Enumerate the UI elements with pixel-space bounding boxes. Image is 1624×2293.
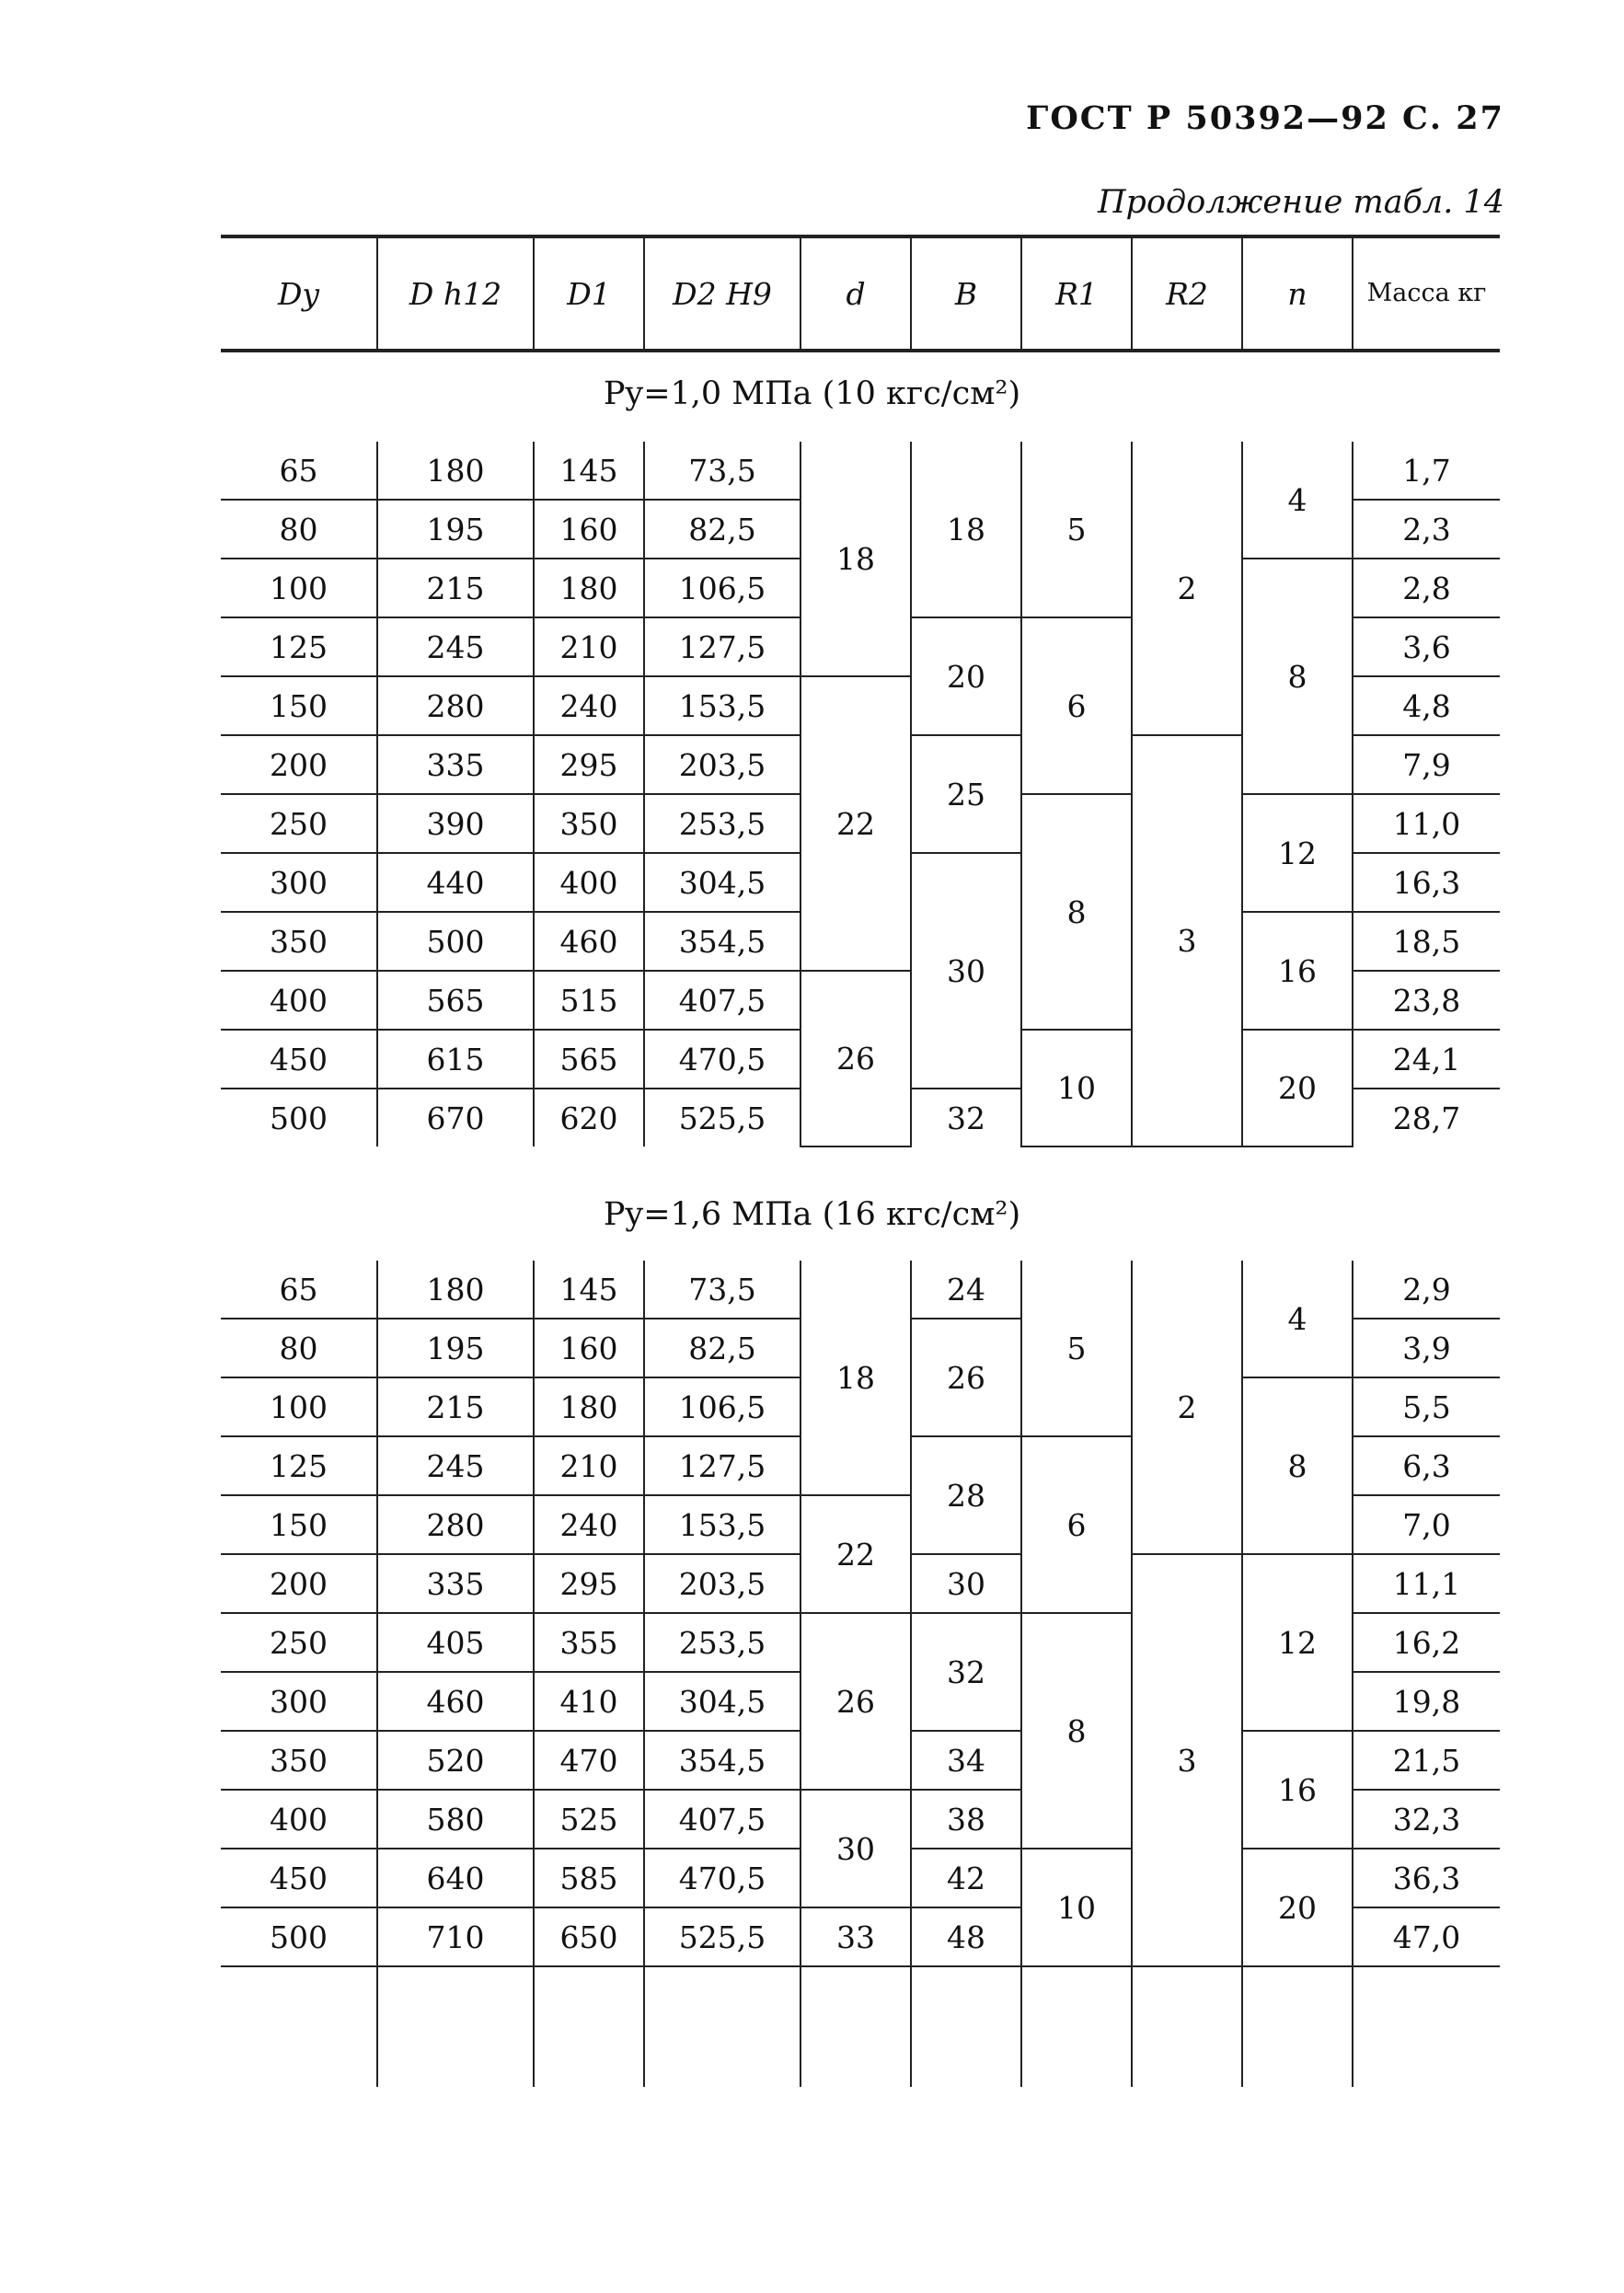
cell-n: 20 bbox=[1242, 1849, 1353, 1966]
cell-d-hole: 18 bbox=[800, 442, 911, 676]
cell-b: 26 bbox=[911, 1319, 1021, 1436]
cell-d2: 127,5 bbox=[644, 1436, 800, 1495]
cell-dy: 400 bbox=[221, 971, 377, 1030]
column-header-r1: R1 bbox=[1021, 236, 1132, 351]
cell-d2: 525,5 bbox=[644, 1907, 800, 1966]
cell-d2: 106,5 bbox=[644, 1377, 800, 1436]
cell-b: 18 bbox=[911, 442, 1021, 617]
cell-dy: 300 bbox=[221, 853, 377, 912]
cell-d: 390 bbox=[377, 794, 534, 853]
cell-d: 195 bbox=[377, 1319, 534, 1377]
cell-d2: 253,5 bbox=[644, 794, 800, 853]
cell-r1: 10 bbox=[1021, 1030, 1132, 1146]
cell-r1: 10 bbox=[1021, 1849, 1132, 1966]
cell-dy: 65 bbox=[221, 442, 377, 500]
cell-r1: 6 bbox=[1021, 1436, 1132, 1613]
cell-dy: 350 bbox=[221, 912, 377, 971]
cell-mass: 18,5 bbox=[1353, 912, 1500, 971]
cell-b: 38 bbox=[911, 1790, 1021, 1849]
section-1-table bbox=[221, 442, 1500, 1147]
cell-d1: 350 bbox=[534, 794, 644, 853]
cell-d2: 354,5 bbox=[644, 912, 800, 971]
cell-d: 565 bbox=[377, 971, 534, 1030]
cell-b: 30 bbox=[911, 853, 1021, 1089]
cell-dy: 200 bbox=[221, 1554, 377, 1613]
cell-dy: 500 bbox=[270, 1100, 328, 1136]
section-title-1: Py=1,0 МПа (10 кгс/см²) bbox=[603, 375, 1021, 412]
cell-d: 640 bbox=[377, 1849, 534, 1907]
cell-r1: 8 bbox=[1021, 794, 1132, 1030]
cell-mass: 16,3 bbox=[1353, 853, 1500, 912]
cell-dy: 350 bbox=[221, 1731, 377, 1790]
cell-d1: 295 bbox=[534, 735, 644, 794]
cell-d1: 210 bbox=[534, 1436, 644, 1495]
cell-d1: 145 bbox=[534, 442, 644, 500]
cell-mass: 5,5 bbox=[1353, 1377, 1500, 1436]
cell-d1: 515 bbox=[534, 971, 644, 1030]
cell-d: 195 bbox=[377, 500, 534, 559]
cell-dy: 80 bbox=[221, 500, 377, 559]
cell-dy: 300 bbox=[221, 1672, 377, 1731]
cell-dy: 100 bbox=[221, 559, 377, 617]
column-header-dy: Dy bbox=[221, 236, 377, 351]
cell-n: 4 bbox=[1242, 442, 1353, 559]
cell-d2: 106,5 bbox=[644, 559, 800, 617]
column-header-d-h12: D h12 bbox=[377, 236, 534, 351]
cell-d2: 203,5 bbox=[644, 735, 800, 794]
section-2-table bbox=[221, 1261, 1500, 2087]
cell-mass: 21,5 bbox=[1353, 1731, 1500, 1790]
cell-d1: 145 bbox=[534, 1261, 644, 1319]
column-header-b: B bbox=[911, 236, 1021, 351]
cell-n: 8 bbox=[1242, 559, 1353, 794]
cell-n: 16 bbox=[1242, 912, 1353, 1030]
cell-n: 16 bbox=[1242, 1731, 1353, 1849]
cell-d2: 304,5 bbox=[644, 853, 800, 912]
cell-d: 335 bbox=[377, 735, 534, 794]
cell-d2: 470,5 bbox=[644, 1849, 800, 1907]
cell-r1: 5 bbox=[1021, 1261, 1132, 1436]
cell-b: 42 bbox=[911, 1849, 1021, 1907]
cell-d2: 407,5 bbox=[644, 1790, 800, 1849]
cell-d1: 650 bbox=[534, 1907, 644, 1966]
cell-dy: 400 bbox=[221, 1790, 377, 1849]
cell-mass: 36,3 bbox=[1353, 1849, 1500, 1907]
cell-dy: 100 bbox=[221, 1377, 377, 1436]
cell-d1: 180 bbox=[534, 559, 644, 617]
cell-d2: 203,5 bbox=[644, 1554, 800, 1613]
cell-mass: 32,3 bbox=[1353, 1790, 1500, 1849]
cell-d2: 82,5 bbox=[644, 500, 800, 559]
cell-d: 500 bbox=[377, 912, 534, 971]
cell-d: 580 bbox=[377, 1790, 534, 1849]
cell-dy: 450 bbox=[221, 1030, 377, 1089]
cell-d1: 355 bbox=[534, 1613, 644, 1672]
cell-mass: 16,2 bbox=[1353, 1613, 1500, 1672]
cell-dy: 250 bbox=[221, 794, 377, 853]
cell-b: 24 bbox=[911, 1261, 1021, 1319]
cell-d2: 82,5 bbox=[644, 1319, 800, 1377]
table-empty-tail bbox=[221, 1966, 1500, 2087]
cell-r2: 2 bbox=[1132, 1261, 1242, 1554]
cell-r1: 6 bbox=[1021, 617, 1132, 794]
cell-d2: 304,5 bbox=[644, 1672, 800, 1731]
cell-d: 215 bbox=[377, 1377, 534, 1436]
cell-b: 32 bbox=[911, 1613, 1021, 1731]
cell-b: 48 bbox=[911, 1907, 1021, 1966]
cell-mass: 7,9 bbox=[1353, 735, 1500, 794]
cell-d: 335 bbox=[377, 1554, 534, 1613]
cell-n: 20 bbox=[1242, 1030, 1353, 1146]
cell-dy: 250 bbox=[221, 1613, 377, 1672]
cell-d1: 470 bbox=[534, 1731, 644, 1790]
cell-dy: 200 bbox=[221, 735, 377, 794]
column-header-d1: D1 bbox=[534, 236, 644, 351]
cell-b: 30 bbox=[911, 1554, 1021, 1613]
cell-d1: 160 bbox=[534, 500, 644, 559]
column-header-d2-h9: D2 H9 bbox=[644, 236, 800, 351]
cell-n: 12 bbox=[1242, 794, 1353, 912]
cell-d2: 525,5 bbox=[644, 1089, 800, 1146]
cell-dy: 80 bbox=[221, 1319, 377, 1377]
cell-r2: 3 bbox=[1132, 1554, 1242, 1966]
cell-mass: 24,1 bbox=[1353, 1030, 1500, 1089]
cell-b: 25 bbox=[911, 735, 1021, 853]
cell-d2: 407,5 bbox=[644, 971, 800, 1030]
cell-r1: 5 bbox=[1021, 442, 1132, 617]
cell-d: 180 bbox=[377, 1261, 534, 1319]
cell-mass: 1,7 bbox=[1353, 442, 1500, 500]
cell-n: 4 bbox=[1242, 1261, 1353, 1377]
cell-mass: 11,1 bbox=[1353, 1554, 1500, 1613]
cell-n: 12 bbox=[1242, 1554, 1353, 1731]
cell-b: 20 bbox=[911, 617, 1021, 735]
cell-d-hole: 18 bbox=[800, 1261, 911, 1495]
cell-d2: 354,5 bbox=[644, 1731, 800, 1790]
cell-d: 405 bbox=[377, 1613, 534, 1672]
cell-d1: 410 bbox=[534, 1672, 644, 1731]
cell-d1: 160 bbox=[534, 1319, 644, 1377]
cell-b: 32 bbox=[911, 1089, 1021, 1146]
cell-mass: 2,9 bbox=[1353, 1261, 1500, 1319]
cell-d: 440 bbox=[377, 853, 534, 912]
cell-d1: 585 bbox=[534, 1849, 644, 1907]
cell-d-hole: 30 bbox=[800, 1790, 911, 1907]
table-continuation-label: Продолжение табл. 14 bbox=[1098, 184, 1504, 221]
cell-d: 280 bbox=[377, 676, 534, 735]
column-header-r2: R2 bbox=[1132, 236, 1242, 351]
cell-d: 615 bbox=[377, 1030, 534, 1089]
cell-dy: 125 bbox=[221, 1436, 377, 1495]
cell-dy: 150 bbox=[221, 676, 377, 735]
cell-d2: 73,5 bbox=[644, 1261, 800, 1319]
table-row bbox=[221, 1261, 1500, 1319]
cell-d1: 240 bbox=[534, 676, 644, 735]
cell-d: 520 bbox=[377, 1731, 534, 1790]
cell-d-hole: 22 bbox=[800, 1495, 911, 1613]
cell-mass: 4,8 bbox=[1353, 676, 1500, 735]
cell-d: 245 bbox=[377, 1436, 534, 1495]
cell-mass: 47,0 bbox=[1353, 1907, 1500, 1966]
cell-d: 670 bbox=[377, 1089, 534, 1146]
cell-d2: 127,5 bbox=[644, 617, 800, 676]
cell-mass: 11,0 bbox=[1353, 794, 1500, 853]
table-row bbox=[221, 442, 1500, 500]
cell-d2: 470,5 bbox=[644, 1030, 800, 1089]
cell-r2: 3 bbox=[1132, 735, 1242, 1146]
cell-b: 28 bbox=[911, 1436, 1021, 1554]
cell-d1: 240 bbox=[534, 1495, 644, 1554]
cell-dy: 150 bbox=[221, 1495, 377, 1554]
section-title-2: Py=1,6 МПа (16 кгс/см²) bbox=[603, 1196, 1021, 1233]
cell-d: 245 bbox=[377, 617, 534, 676]
cell-d-hole: 33 bbox=[800, 1907, 911, 1966]
cell-mass: 2,8 bbox=[1353, 559, 1500, 617]
cell-d1: 295 bbox=[534, 1554, 644, 1613]
cell-d2: 253,5 bbox=[644, 1613, 800, 1672]
cell-d1: 525 bbox=[534, 1790, 644, 1849]
cell-mass: 3,6 bbox=[1353, 617, 1500, 676]
cell-d-hole: 26 bbox=[800, 1613, 911, 1790]
cell-mass: 6,3 bbox=[1353, 1436, 1500, 1495]
cell-d: 710 bbox=[377, 1907, 534, 1966]
cell-d2: 73,5 bbox=[644, 442, 800, 500]
cell-d: 460 bbox=[377, 1672, 534, 1731]
cell-d1: 565 bbox=[534, 1030, 644, 1089]
cell-d: 215 bbox=[377, 559, 534, 617]
cell-mass: 7,0 bbox=[1353, 1495, 1500, 1554]
cell-mass: 3,9 bbox=[1353, 1319, 1500, 1377]
cell-dy: 125 bbox=[221, 617, 377, 676]
cell-n: 8 bbox=[1242, 1377, 1353, 1554]
table-header bbox=[221, 235, 1500, 352]
cell-mass: 19,8 bbox=[1353, 1672, 1500, 1731]
cell-d-hole: 26 bbox=[800, 971, 911, 1146]
cell-d: 280 bbox=[377, 1495, 534, 1554]
cell-dy: 500 bbox=[221, 1907, 377, 1966]
cell-d2: 153,5 bbox=[644, 1495, 800, 1554]
cell-d1: 400 bbox=[534, 853, 644, 912]
cell-d: 180 bbox=[377, 442, 534, 500]
cell-dy: 450 bbox=[221, 1849, 377, 1907]
cell-dy: 65 bbox=[221, 1261, 377, 1319]
column-header-mass: Масса кг bbox=[1353, 236, 1500, 351]
cell-mass: 28,7 bbox=[1353, 1089, 1500, 1146]
cell-b: 34 bbox=[911, 1731, 1021, 1790]
cell-r1: 8 bbox=[1021, 1613, 1132, 1849]
cell-d1: 460 bbox=[534, 912, 644, 971]
cell-mass: 23,8 bbox=[1353, 971, 1500, 1030]
cell-r2: 2 bbox=[1132, 442, 1242, 735]
cell-mass: 2,3 bbox=[1353, 500, 1500, 559]
cell-d-hole: 22 bbox=[800, 676, 911, 971]
column-header-d: d bbox=[800, 236, 911, 351]
column-header-n: n bbox=[1242, 236, 1353, 351]
cell-d1: 180 bbox=[534, 1377, 644, 1436]
cell-d1: 210 bbox=[534, 617, 644, 676]
cell-d2: 153,5 bbox=[644, 676, 800, 735]
cell-d1: 620 bbox=[534, 1089, 644, 1146]
page-header: ГОСТ Р 50392—92 С. 27 bbox=[1026, 99, 1504, 137]
